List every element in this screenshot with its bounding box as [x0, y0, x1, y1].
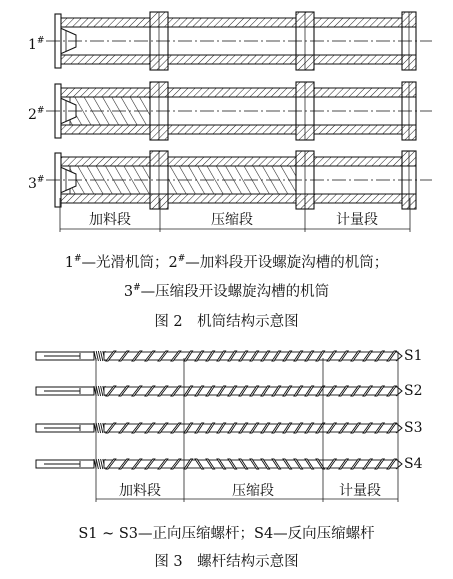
- screw-label-s4: S4: [404, 456, 423, 472]
- barrel-1: [46, 12, 432, 70]
- screw-label-s2: S2: [404, 383, 423, 399]
- fig2-legend-line2: 3#—压缩段开设螺旋沟槽的机筒: [123, 283, 330, 300]
- barrel-drawings: [46, 12, 432, 209]
- screw-label-s3: S3: [404, 420, 423, 436]
- fig3-section-feed: 加料段: [119, 483, 161, 499]
- screw-3: [36, 423, 402, 433]
- barrel-label-2: 2#: [28, 106, 45, 123]
- fig2-section-feed: 加料段: [89, 212, 131, 228]
- fig2-caption: 图 2 机筒结构示意图: [154, 314, 299, 330]
- screw-2: [36, 386, 402, 396]
- fig3-caption: 图 3 螺杆结构示意图: [154, 554, 299, 570]
- fig3-section-metering: 计量段: [339, 483, 381, 499]
- fig3-section-compression: 压缩段: [232, 483, 274, 499]
- fig2-section-compression: 压缩段: [211, 212, 253, 228]
- fig2-legend-line1: 1#—光滑机筒；2#—加料段开设螺旋沟槽的机筒；: [64, 254, 389, 271]
- barrel-2: [46, 82, 432, 140]
- barrel-label-1: 1#: [28, 36, 45, 53]
- screw-drawings: [36, 351, 402, 469]
- screw-4: [36, 459, 402, 469]
- fig3-legend: S1 ~ S3—正向压缩螺杆；S4—反向压缩螺杆: [78, 526, 375, 542]
- barrel-3: [46, 151, 432, 209]
- fig2-section-metering: 计量段: [336, 212, 378, 228]
- screw-1: [36, 351, 402, 361]
- barrel-label-3: 3#: [28, 175, 45, 192]
- screw-label-s1: S1: [404, 348, 423, 364]
